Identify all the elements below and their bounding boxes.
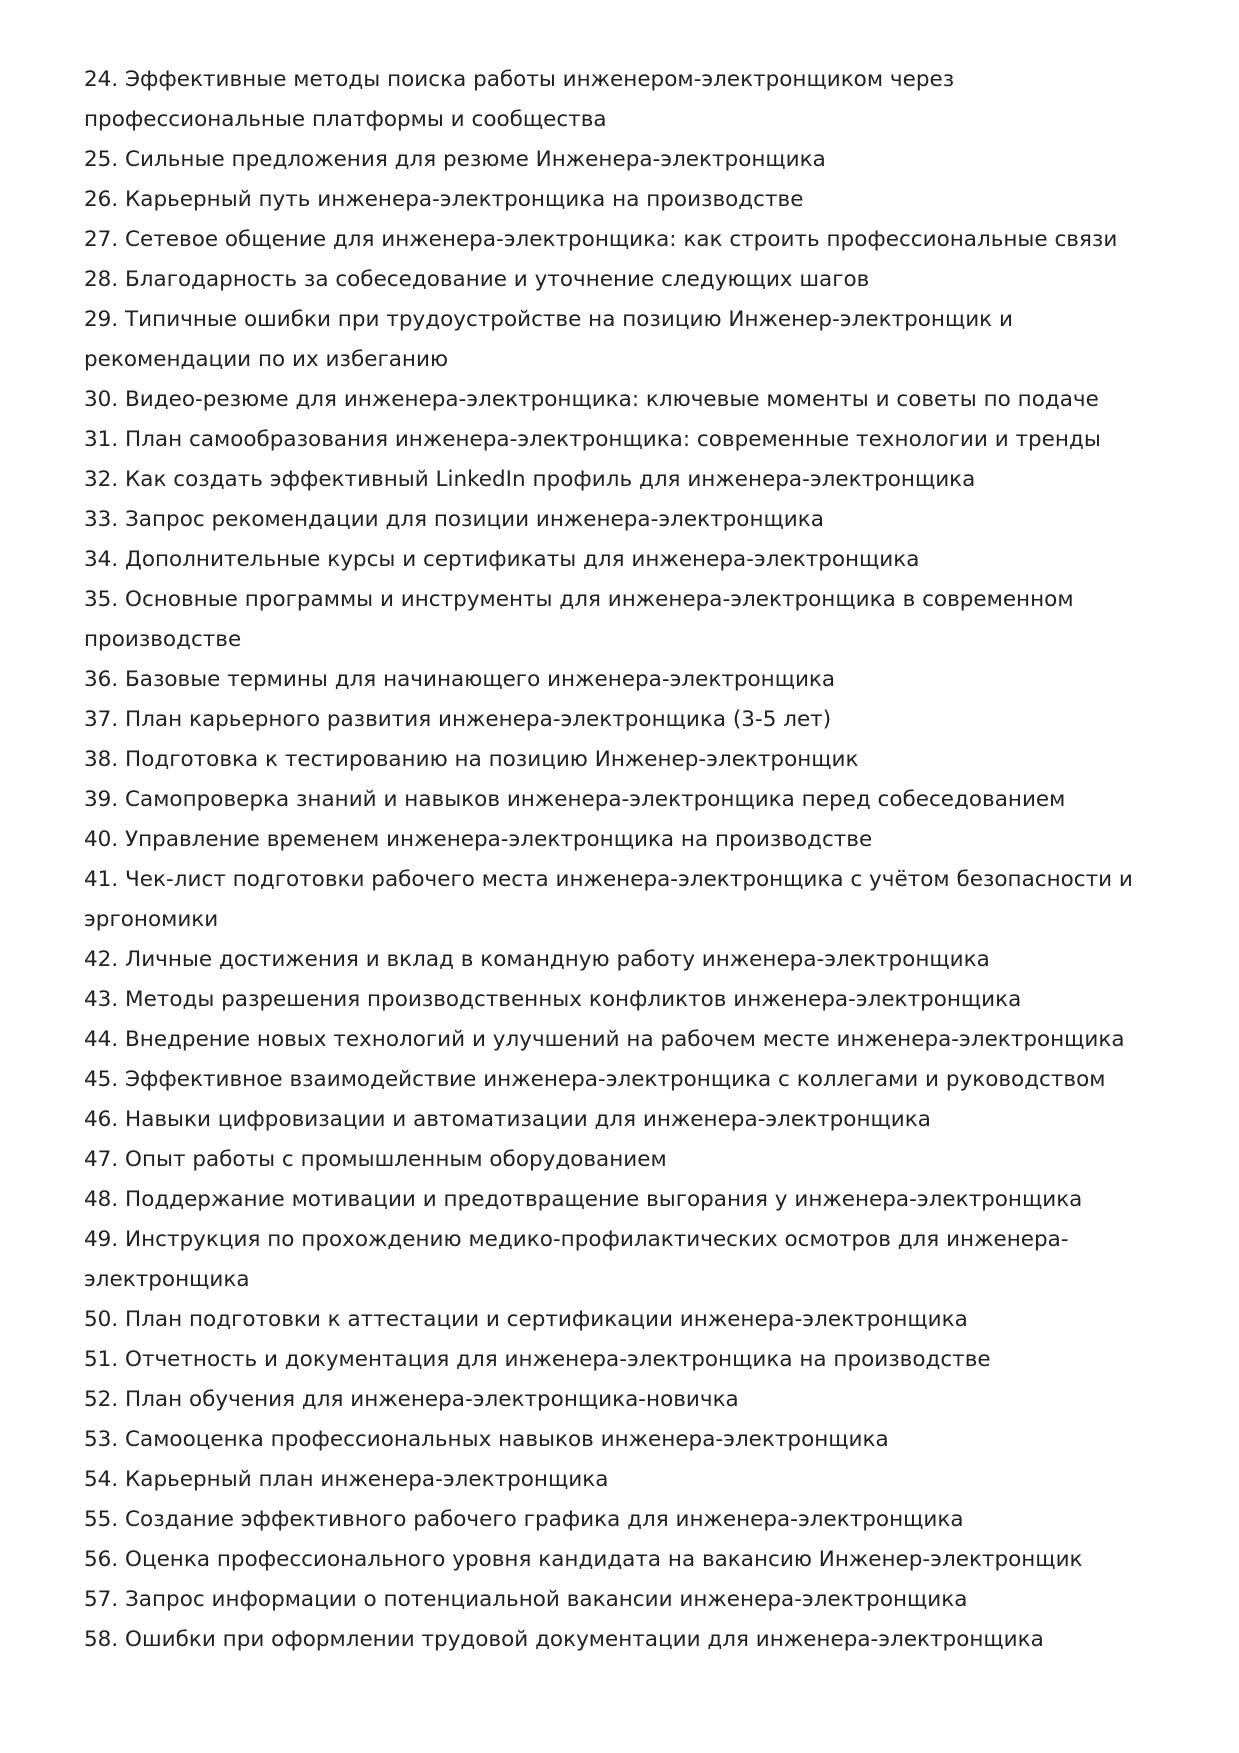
list-item: 37. План карьерного развития инженера-электронщика (3-5 лет) [84,707,832,732]
list-item: 41. Чек-лист подготовки рабочего места инженера-электронщика с учётом безопасности и эргономики [84,867,1133,932]
list-item: 45. Эффективное взаимодействие инженера-электронщика с коллегами и руководством [84,1067,1106,1092]
list-item: 31. План самообразования инженера-электронщика: современные технологии и тренды [84,427,1101,452]
list-item: 43. Методы разрешения производственных конфликтов инженера-электронщика [84,987,1022,1012]
list-item: 25. Сильные предложения для резюме Инженера-электронщика [84,147,826,172]
list-item: 28. Благодарность за собеседование и уточнение следующих шагов [84,267,870,292]
list-item: 33. Запрос рекомендации для позиции инженера-электронщика [84,507,824,532]
list-item: 49. Инструкция по прохождению медико-профилактических осмотров для инженера-электронщика [84,1227,1069,1292]
list-item: 55. Создание эффективного рабочего графика для инженера-электронщика [84,1507,964,1532]
list-item: 46. Навыки цифровизации и автоматизации для инженера-электронщика [84,1107,931,1132]
list-item: 50. План подготовки к аттестации и сертификации инженера-электронщика [84,1307,968,1332]
list-item: 57. Запрос информации о потенциальной вакансии инженера-электронщика [84,1587,968,1612]
list-item: 29. Типичные ошибки при трудоустройстве на позицию Инженер-электронщик и рекомендации по их избеганию [84,307,1013,372]
list-item: 40. Управление временем инженера-электронщика на производстве [84,827,873,852]
contents-list [84,60,1159,1660]
list-item: 54. Карьерный план инженера-электронщика [84,1467,609,1492]
list-item: 58. Ошибки при оформлении трудовой документации для инженера-электронщика [84,1627,1044,1652]
list-item: 44. Внедрение новых технологий и улучшений на рабочем месте инженера-электронщика [84,1027,1125,1052]
list-item: 42. Личные достижения и вклад в командную работу инженера-электронщика [84,947,990,972]
list-item: 51. Отчетность и документация для инженера-электронщика на производстве [84,1347,991,1372]
list-item: 27. Сетевое общение для инженера-электронщика: как строить профессиональные связи [84,227,1118,252]
list-item: 38. Подготовка к тестированию на позицию Инженер-электронщик [84,747,859,772]
list-item: 24. Эффективные методы поиска работы инженером-электронщиком через профессиональные платформы и сообщества [84,67,955,132]
list-item: 52. План обучения для инженера-электронщика-новичка [84,1387,739,1412]
list-item: 36. Базовые термины для начинающего инженера-электронщика [84,667,836,692]
list-item: 48. Поддержание мотивации и предотвращение выгорания у инженера-электронщика [84,1187,1083,1212]
list-item: 53. Самооценка профессиональных навыков инженера-электронщика [84,1427,889,1452]
list-item: 35. Основные программы и инструменты для инженера-электронщика в современном производстве [84,587,1074,652]
list-item: 39. Самопроверка знаний и навыков инженера-электронщика перед собеседованием [84,787,1066,812]
list-item: 26. Карьерный путь инженера-электронщика на производстве [84,187,804,212]
list-item: 34. Дополнительные курсы и сертификаты для инженера-электронщика [84,547,920,572]
list-item: 32. Как создать эффективный LinkedIn профиль для инженера-электронщика [84,467,976,492]
list-item: 47. Опыт работы с промышленным оборудованием [84,1147,667,1172]
list-item: 56. Оценка профессионального уровня кандидата на вакансию Инженер-электронщик [84,1547,1083,1572]
list-item: 30. Видео-резюме для инженера-электронщика: ключевые моменты и советы по подаче [84,387,1099,412]
